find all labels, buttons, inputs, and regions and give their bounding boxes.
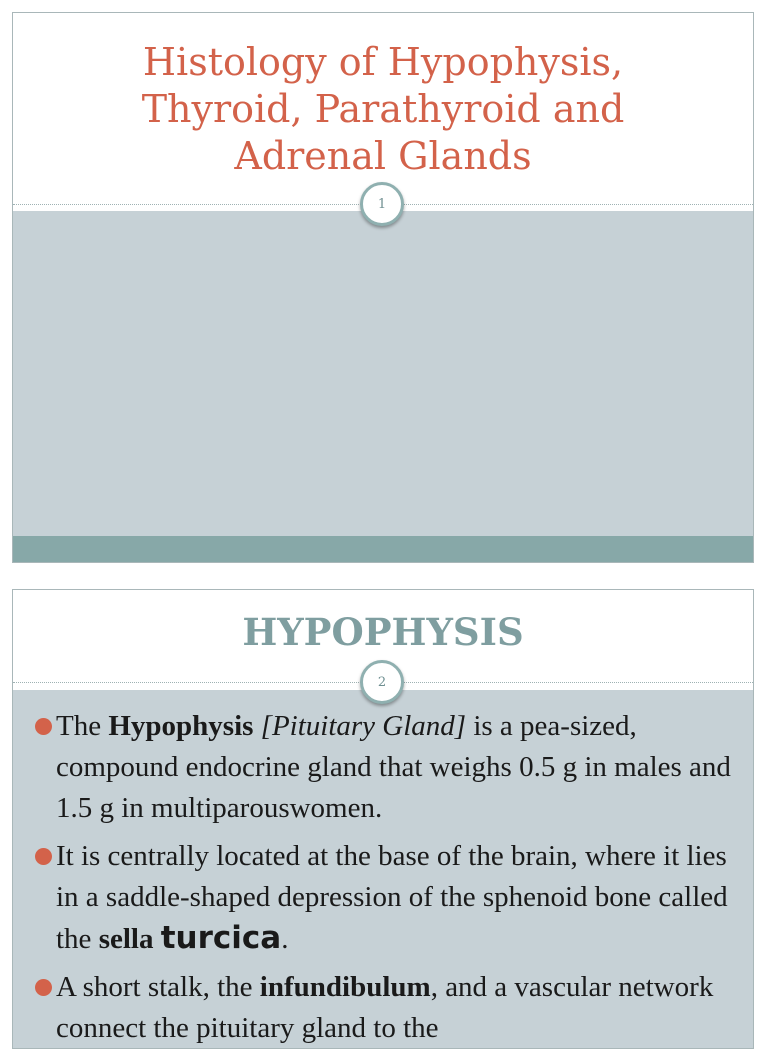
slide-1-footer-bar bbox=[13, 536, 753, 562]
bullet-space bbox=[253, 710, 260, 742]
slide-2-bullet-list bbox=[13, 706, 753, 1049]
bullet-text: is a pea-sized, compound endocrine gland that weighs 0.5 g in males and 1.5 g in multiparouswomen. bbox=[56, 710, 731, 824]
bullet-dot-icon bbox=[35, 718, 52, 735]
slide-1-title-area bbox=[13, 13, 753, 204]
slide-1 bbox=[12, 12, 754, 563]
bullet-term: sella bbox=[98, 923, 154, 955]
bullet-item bbox=[13, 706, 753, 829]
slide-1-title: Histology of Hypophysis, Thyroid, Parathyroid and Adrenal Glands bbox=[141, 40, 625, 178]
bullet-dot-icon bbox=[35, 979, 52, 996]
bullet-text: A short stalk, the bbox=[56, 971, 260, 1003]
bullet-text: It is centrally located at the base of the brain, where it lies in a saddle-shaped depression of the sphenoid bone called the bbox=[56, 840, 728, 955]
slide-1-number-badge: 1 bbox=[360, 182, 404, 226]
bullet-dot-icon bbox=[35, 848, 52, 865]
slide-2-number-badge: 2 bbox=[360, 660, 404, 704]
bullet-text: , and a vascular network connect the pituitary gland to the bbox=[56, 971, 714, 1044]
bullet-italic: [Pituitary Gland] bbox=[260, 710, 467, 742]
bullet-term: infundibulum bbox=[259, 971, 431, 1003]
slide-2-title: HYPOPHYSIS bbox=[242, 610, 524, 654]
bullet-text: The bbox=[56, 710, 109, 742]
bullet-term: Hypophysis bbox=[108, 710, 254, 742]
bullet-text: . bbox=[281, 923, 289, 955]
slide-1-body bbox=[13, 211, 753, 562]
bullet-term-large: turcica bbox=[160, 920, 282, 956]
slide-2 bbox=[12, 589, 754, 1049]
bullet-item bbox=[13, 967, 753, 1049]
bullet-item bbox=[13, 836, 753, 960]
